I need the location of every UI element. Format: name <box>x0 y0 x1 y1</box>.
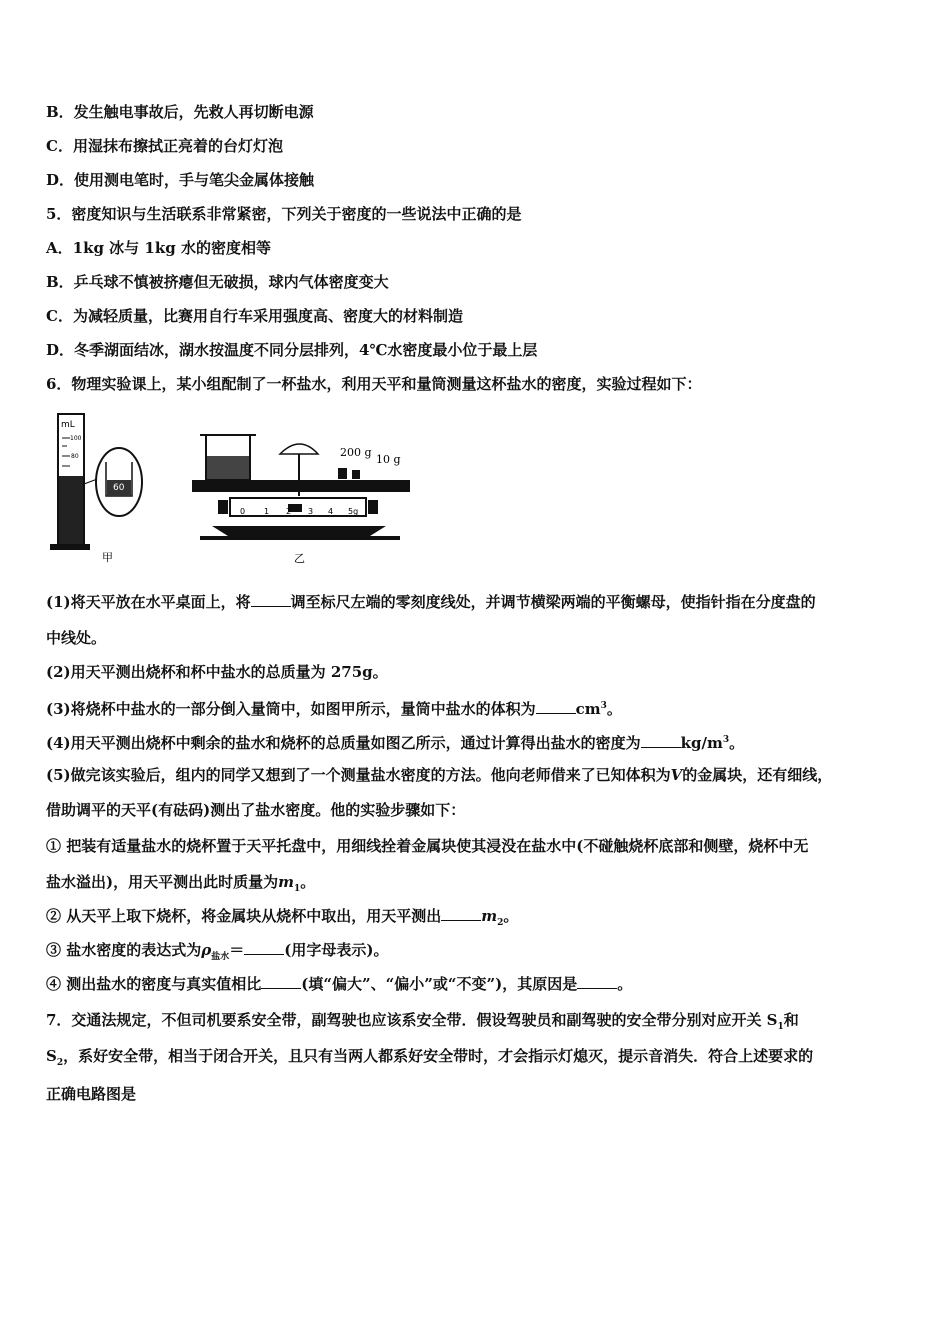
graduated-cylinder <box>50 414 90 550</box>
scale-4: 4 <box>328 507 334 516</box>
q4-option-d: D．使用测电笔时，手与笔尖金属体接触 <box>46 171 315 189</box>
q6-step1-line2: 盐水溢出)，用天平测出此时质量为$m_1$。 <box>46 873 316 894</box>
cylinder-tick-80: 80 <box>71 453 79 460</box>
q6-part1-line1: (1)将天平放在水平桌面上，将 调至标尺左端的零刻度线处，并调节横梁两端的平衡螺母，使指针指在分度盘的 <box>46 593 816 611</box>
q6-part5-line2: 借助调平的天平(有砝码)测出了盐水密度。他的实验步骤如下： <box>46 801 466 819</box>
q6-step3: ③ 盐水密度的表达式为$\rho_{盐水}=$ (用字母表示)。 <box>46 941 389 962</box>
weight-label-10g: 10 g <box>376 453 401 466</box>
q4-option-b: B．发生触电事故后，先救人再切断电源 <box>46 103 314 121</box>
q5-option-b: B．乒乓球不慎被挤瘪但无破损，球内气体密度变大 <box>46 273 389 291</box>
zoom-value: 60 <box>113 483 125 493</box>
q6-step1-line1: ① 把装有适量盐水的烧杯置于天平托盘中，用细线拴着金属块使其浸没在盐水中(不碰触烧杯底部和侧壁，烧杯中无 <box>46 837 809 855</box>
q5-option-a: A．1kg 冰与 1kg 水的密度相等 <box>46 239 271 257</box>
scale-3: 3 <box>308 507 314 516</box>
q6-step2: ② 从天平上取下烧杯，将金属块从烧杯中取出，用天平测出 $m_2$。 <box>46 907 519 928</box>
label-jia: 甲 <box>102 551 113 564</box>
q6-step4: ④ 测出盐水的密度与真实值相比 (填“偏大”、“偏小”或“不变”)，其原因是 。 <box>46 975 633 993</box>
q6-part3: (3)将烧杯中盐水的一部分倒入量筒中，如图甲所示，量筒中盐水的体积为 $cm^3$。 <box>46 700 622 718</box>
q6-part1-line2: 中线处。 <box>46 629 107 647</box>
q5-stem: 5．密度知识与生活联系非常紧密，下列关于密度的一些说法中正确的是 <box>46 205 522 223</box>
scale-1: 1 <box>264 507 270 516</box>
q7-line2: $S_2$，系好安全带，相当于闭合开关，且只有当两人都系好安全带时，才会指示灯熄灭，提示音消失．符合上述要求的 <box>46 1047 814 1068</box>
q5-option-c: C．为减轻质量，比赛用自行车采用强度高、密度大的材料制造 <box>46 307 463 325</box>
q4-option-c: C．用湿抹布擦拭正亮着的台灯灯泡 <box>46 137 283 155</box>
q6-part4: (4)用天平测出烧杯中剩余的盐水和烧杯的总质量如图乙所示，通过计算得出盐水的密度为 $kg/m^3$。 <box>46 734 745 752</box>
balance <box>192 435 410 540</box>
scale-2: 2 <box>286 507 292 516</box>
q6-stem: 6．物理实验课上，某小组配制了一杯盐水，利用天平和量筒测量这杯盐水的密度，实验过程如下： <box>46 375 702 393</box>
weight-label-200g: 200 g <box>340 446 372 459</box>
q6-part5-line1: (5)做完该实验后，组内的同学又想到了一个测量盐水密度的方法。他向老师借来了已知体积为V的金属块，还有细线， <box>46 766 833 784</box>
q6-part2: (2)用天平测出烧杯和杯中盐水的总质量为 275g。 <box>46 663 388 681</box>
q7-line3: 正确电路图是 <box>46 1085 137 1103</box>
scale-0: 0 <box>240 507 246 516</box>
label-yi: 乙 <box>294 552 305 565</box>
cylinder-unit: mL <box>61 420 75 430</box>
q7-line1: 7．交通法规定，不但司机要系安全带，副驾驶也应该系安全带．假设驾驶员和副驾驶的安全带分别对应开关 $S_1$和 <box>46 1011 799 1032</box>
zoom-circle <box>96 448 142 516</box>
cylinder-tick-100: 100 <box>70 435 82 442</box>
scale-5g: 5g <box>348 507 359 516</box>
q5-option-d: D．冬季湖面结冰，湖水按温度不同分层排列，4℃水密度最小位于最上层 <box>46 341 538 359</box>
experiment-figure <box>50 404 420 566</box>
